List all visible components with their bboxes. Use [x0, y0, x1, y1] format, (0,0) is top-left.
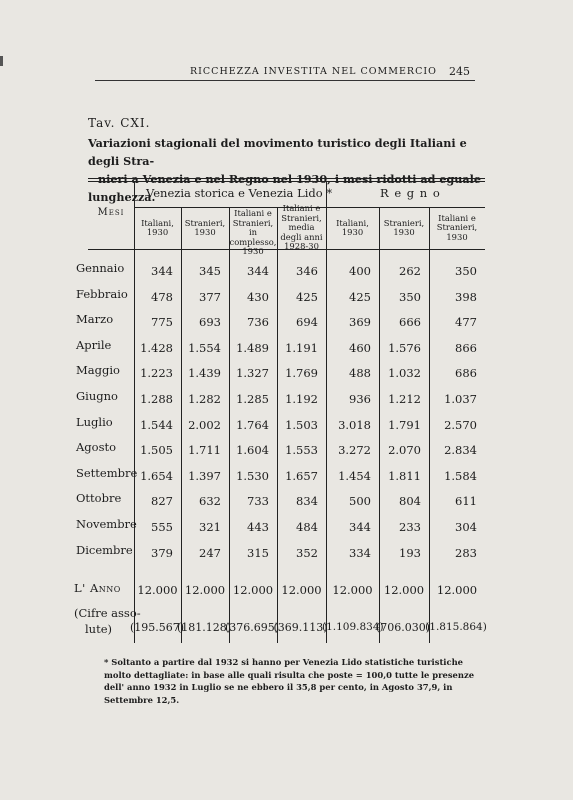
table-cell: 377 [199, 289, 221, 304]
mesi-header: Mesi [97, 207, 125, 218]
table-cell: 1.439 [188, 366, 221, 381]
regno-group-rule [326, 207, 485, 208]
column-header-line: Italiani e [282, 203, 321, 214]
table-cell: 443 [247, 520, 269, 534]
anno-cell: 12.000 [281, 583, 322, 597]
table-cell: 346 [296, 264, 318, 278]
anno-cell: 12.000 [383, 583, 425, 597]
table-number: Tav. CXI. [88, 116, 151, 130]
table-cell: 1.604 [236, 443, 269, 458]
table-cell: 1.811 [388, 468, 421, 483]
table-cell: 555 [151, 520, 173, 534]
table-cell: 1.553 [285, 443, 318, 458]
table-cell: 1.791 [388, 417, 421, 432]
table-cell: 1.654 [140, 468, 173, 483]
anno-cell: 12.000 [184, 583, 226, 597]
table-cell: 1.223 [140, 366, 173, 381]
abs-label-1: (Cifre asso- [74, 606, 141, 620]
caption-line-1: Variazioni stagionali del movimento turistico degli Italiani e degli Stra- [88, 136, 467, 168]
abs-cell: (1.109.834) [322, 621, 384, 633]
column-header-line: 1930 [194, 227, 216, 237]
table-cell: 1.428 [140, 340, 173, 355]
footnote: * Soltanto a partire dal 1932 si hanno per Venezia Lido statistiche turistiche molto dettagliate: in base alle quali risulta che poste = 100,0 tutte le presenze dell' anno 1932 in Luglio se ne ebbero il 35,8 per cento, in Agosto 37,9, in Settembre 12,5. [104, 657, 475, 705]
table-cell: 430 [247, 289, 269, 304]
table-cell: 1.530 [236, 468, 269, 483]
column-header-line: 1930 [242, 246, 264, 256]
table-cell: 1.764 [236, 417, 269, 432]
column-header-line: degli anni [280, 231, 323, 242]
page-number: 245 [449, 65, 470, 78]
table-cell: 344 [151, 264, 173, 278]
month-label: Novembre [76, 517, 137, 531]
column-header-line: 1930 [393, 227, 415, 237]
table-cell: 1.327 [236, 366, 269, 381]
table-cell: 936 [349, 392, 371, 406]
table-cell: 262 [399, 264, 421, 278]
table-cell: 733 [247, 494, 269, 509]
table-cell: 2.070 [388, 443, 421, 458]
table-cell: 866 [455, 340, 477, 355]
column-header-line: Stranieri, [436, 222, 478, 233]
table-cell: 283 [455, 545, 477, 560]
table-cell: 425 [349, 289, 371, 304]
column-header-line: 1930 [446, 231, 468, 242]
table-cell: 344 [247, 264, 269, 278]
table-cell: 1.212 [388, 392, 421, 406]
column-header [429, 214, 485, 243]
anno-cell: 12.000 [436, 583, 478, 597]
table-cell: 477 [455, 315, 477, 330]
table-cell: 1.192 [285, 392, 318, 406]
table-cell: 804 [399, 494, 421, 509]
table-cell: 1.657 [285, 468, 318, 483]
column-header [134, 219, 181, 238]
abs-cell: (376.695) [225, 621, 280, 634]
table-cell: 1.285 [236, 392, 269, 406]
table-cell: 425 [296, 289, 318, 304]
table-cell: 193 [399, 545, 421, 560]
table-cell: 1.282 [188, 392, 221, 406]
table-cell: 3.018 [338, 417, 371, 432]
column-header-line: Italiani, [336, 217, 369, 228]
regno-group-header: R e g n o [380, 186, 441, 200]
table-cell: 321 [199, 520, 221, 534]
anno-cell: 12.000 [332, 583, 373, 597]
table-cell: 398 [455, 289, 477, 304]
abs-cell: (195.567) [130, 621, 185, 634]
table-cell: 1.584 [444, 468, 477, 483]
table-cell: 1.191 [285, 340, 318, 355]
table-cell: 478 [151, 289, 173, 304]
column-header-line: media [288, 222, 315, 233]
table-cell: 1.288 [140, 392, 173, 406]
column-header-line: Stranieri, [281, 212, 322, 223]
table-cell: 693 [199, 315, 221, 330]
column-header-line: 1930 [341, 227, 364, 237]
table-cell: 2.834 [444, 443, 477, 458]
table-cell: 1.505 [140, 443, 173, 458]
table-cell: 345 [199, 264, 221, 278]
table-cell: 484 [296, 520, 318, 534]
month-label: Aprile [76, 337, 112, 352]
table-cell: 2.570 [444, 417, 477, 432]
table-cell: 1.489 [236, 340, 269, 355]
running-head-title: RICCHEZZA INVESTITA NEL COMMERCIO [190, 66, 437, 77]
column-header-line: Italiani, [141, 217, 174, 228]
table-cell: 350 [455, 264, 477, 278]
table-cell: 247 [199, 545, 221, 560]
abs-cell: (181.128) [177, 621, 232, 634]
caption-line-2: nieri a Venezia e nel Regno nel 1930, i mesi ridotti ad eguale lunghezza. [88, 172, 482, 204]
month-label: Febbraio [76, 286, 128, 301]
column-header-line: Italiani e [438, 212, 476, 223]
table-cell: 1.711 [188, 443, 221, 458]
venezia-group-header: Venezia storica e Venezia Lido * [146, 186, 333, 200]
month-label: Giugno [76, 389, 118, 403]
table-cell: 500 [349, 494, 371, 509]
table-cell: 233 [399, 520, 421, 534]
anno-cell: 12.000 [137, 583, 178, 597]
table-cell: 1.454 [338, 468, 371, 483]
month-label: Maggio [76, 363, 120, 378]
table-cell: 315 [247, 545, 269, 560]
table-cell: 611 [455, 494, 477, 509]
head-rule [95, 80, 475, 81]
column-header-line: 1928-30 [284, 241, 319, 252]
column-header [229, 209, 277, 257]
abs-label-2: lute) [85, 622, 112, 636]
table-cell: 1.037 [444, 392, 477, 406]
month-label: Marzo [76, 312, 114, 327]
table-cell: 736 [247, 315, 269, 330]
table-cell: 1.544 [140, 417, 173, 432]
abs-cell: (706.030) [375, 621, 431, 634]
table-cell: 834 [296, 494, 318, 509]
month-label: Ottobre [76, 491, 122, 506]
table-cell: 352 [296, 545, 318, 560]
table-cell: 350 [399, 289, 421, 304]
table-cell: 666 [399, 315, 421, 330]
column-header [326, 219, 379, 238]
table-cell: 686 [455, 366, 477, 381]
margin-mark [0, 56, 3, 66]
column-header-line: Stranieri, [184, 217, 226, 228]
table-cell: 369 [349, 315, 371, 330]
month-label: Gennaio [76, 261, 125, 275]
table-cell: 632 [199, 494, 221, 509]
column-divider [326, 181, 327, 643]
column-header-line: Stranieri, [383, 217, 425, 228]
table-cell: 3.272 [338, 443, 371, 458]
table-top-rule-2 [88, 181, 485, 182]
table-cell: 2.002 [188, 417, 221, 432]
table-top-rule-1 [88, 178, 485, 179]
month-label: Dicembre [76, 542, 133, 557]
table-cell: 1.503 [285, 417, 318, 432]
table-cell: 694 [296, 315, 318, 330]
table-cell: 1.554 [188, 340, 221, 355]
month-label: Settembre [76, 465, 138, 480]
table-cell: 488 [349, 366, 371, 381]
table-cell: 1.032 [388, 366, 421, 381]
table-cell: 827 [151, 494, 173, 509]
column-header [379, 219, 429, 238]
month-label: Luglio [76, 414, 113, 429]
column-header-line: Stranieri, in [232, 217, 274, 237]
column-header-line: 1930 [146, 227, 169, 237]
column-divider [134, 181, 135, 643]
table-cell: 460 [349, 340, 371, 355]
abs-cell: (369.113) [273, 621, 328, 634]
table-cell: 304 [455, 520, 477, 534]
column-header [181, 219, 229, 238]
column-header-line: complesso, [229, 236, 277, 247]
table-cell: 1.397 [188, 468, 221, 483]
abs-cell: (1.815.864) [425, 621, 487, 633]
column-header-line: Italiani e [234, 208, 272, 218]
table-cell: 1.769 [285, 366, 318, 381]
table-cell: 400 [349, 264, 371, 278]
table-cell: 334 [349, 545, 371, 560]
table-cell: 1.576 [388, 340, 421, 355]
anno-label: L' Anno [74, 581, 121, 595]
table-cell: 344 [349, 520, 371, 534]
table-cell: 775 [151, 315, 173, 330]
column-header [277, 204, 326, 252]
month-label: Agosto [76, 440, 117, 455]
anno-cell: 12.000 [232, 583, 274, 597]
table-cell: 379 [151, 545, 173, 560]
